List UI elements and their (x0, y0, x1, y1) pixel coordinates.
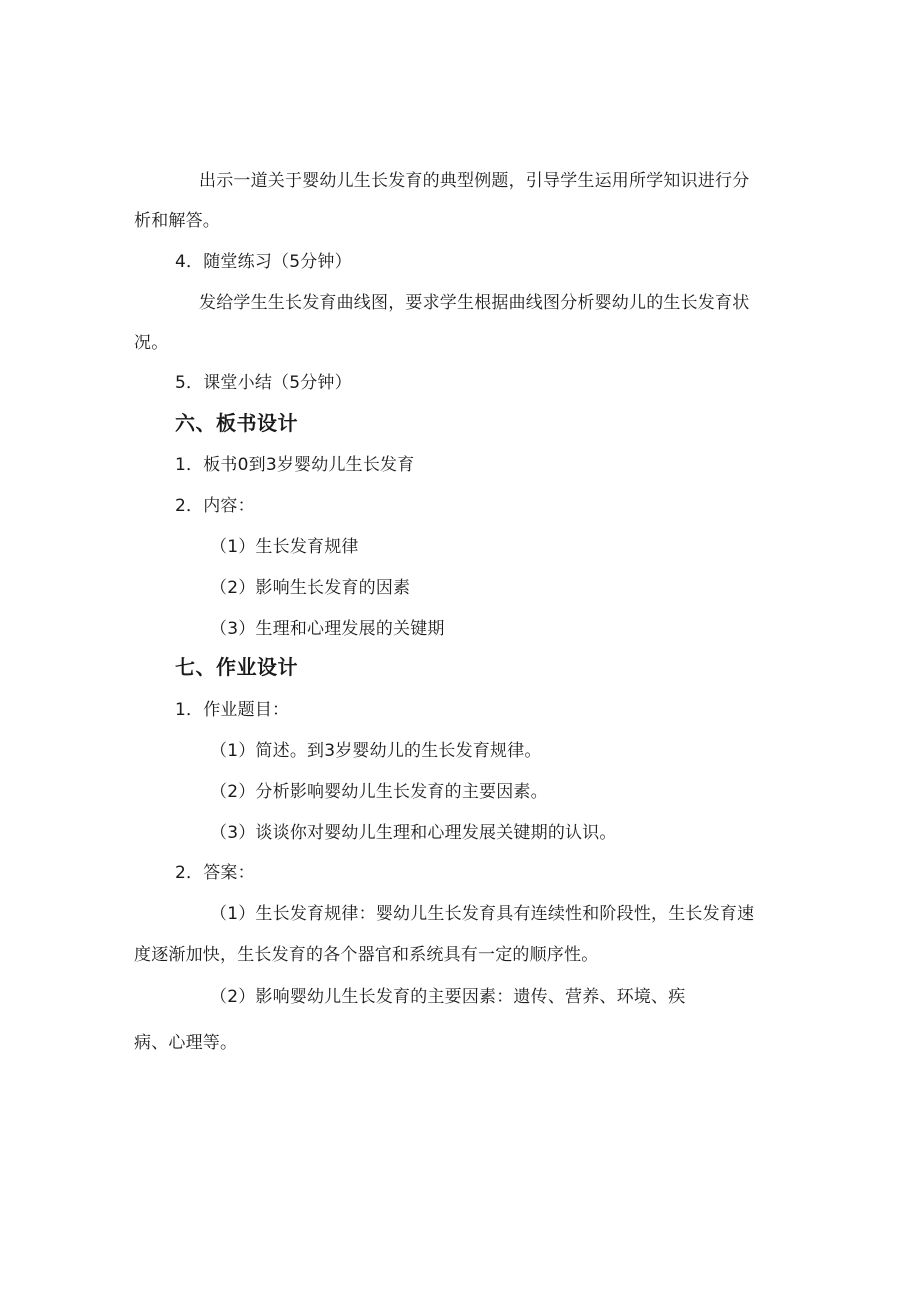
step4-text-line2: 况。 (134, 333, 169, 353)
section-heading-homework: 七、作业设计 (175, 655, 298, 679)
board-item-2: 2．内容： (175, 496, 255, 516)
homework-item-2: 2．答案： (175, 863, 255, 883)
homework-item-1: 1．作业题目： (175, 700, 290, 720)
homework-question-3: （3）谈谈你对婴幼儿生理和心理发展关键期的认识。 (210, 823, 617, 843)
board-sub-1: （1）生长发育规律 (210, 537, 359, 557)
step3-text-line1: 出示一道关于婴幼儿生长发育的典型例题，引导学生运用所学知识进行分 (199, 171, 750, 191)
answer-1-line2: 度逐渐加快，生长发育的各个器官和系统具有一定的顺序性。 (134, 945, 599, 965)
board-sub-2: （2）影响生长发育的因素 (210, 578, 411, 598)
section-heading-board: 六、板书设计 (175, 411, 298, 435)
step5-title: 5．课堂小结（5分钟） (175, 373, 352, 393)
board-sub-3: （3）生理和心理发展的关键期 (210, 619, 445, 639)
homework-question-1: （1）简述。到3岁婴幼儿的生长发育规律。 (210, 741, 542, 761)
answer-2-line1: （2）影响婴幼儿生长发育的主要因素：遗传、营养、环境、疾 (210, 987, 686, 1007)
answer-1-line1: （1）生长发育规律：婴幼儿生长发育具有连续性和阶段性，生长发育速 (210, 904, 755, 924)
step3-text-line2: 析和解答。 (134, 211, 220, 231)
step4-text-line1: 发给学生生长发育曲线图，要求学生根据曲线图分析婴幼儿的生长发育状 (199, 293, 750, 313)
answer-2-line2: 病、心理等。 (134, 1033, 238, 1053)
board-item-1: 1．板书0到3岁婴幼儿生长发育 (175, 455, 415, 475)
step4-title: 4．随堂练习（5分钟） (175, 252, 352, 272)
homework-question-2: （2）分析影响婴幼儿生长发育的主要因素。 (210, 782, 548, 802)
